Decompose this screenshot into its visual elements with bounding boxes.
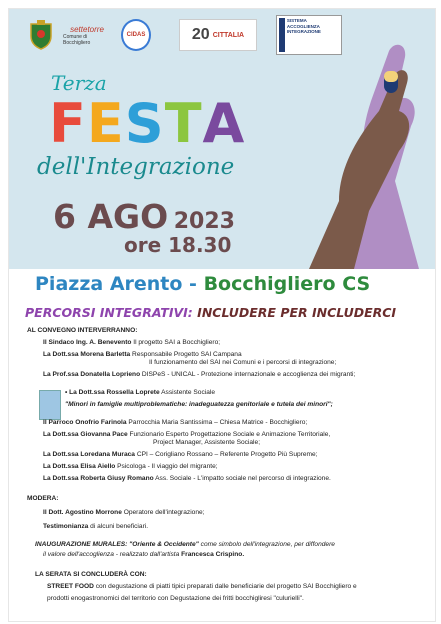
festa-letter: F: [49, 92, 87, 155]
speaker-role: Il funzionamento del SAI nei Comuni e i percorsi di integrazione;: [149, 359, 337, 366]
speaker-name: La Prof.ssa Donatella Loprieno: [43, 371, 141, 378]
sai-text: SISTEMA ACCOGLIENZA INTEGRAZIONE: [286, 18, 321, 34]
convegno-label: AL CONVEGNO INTERVERRANNO:: [27, 327, 138, 334]
section-header: [25, 305, 396, 320]
crest-icon: [28, 20, 54, 50]
event-day: 6 AGO: [53, 197, 169, 236]
mural-label: INAUGURAZIONE MURALES:: [35, 541, 130, 548]
speaker-role: Il progetto SAI a Bocchigliero;: [131, 339, 221, 346]
cittalia-text: CITTALIA: [212, 31, 245, 39]
moderator-name: Il Dott. Agostino Morrone: [43, 509, 122, 516]
mural-artist: Francesca Crispino.: [181, 551, 245, 558]
testimony-row: [43, 523, 148, 531]
closing-text: con degustazione di piatti tipici preparati dalle beneficiarie del progetto SAI Bocchigliero e: [93, 583, 357, 590]
speaker-role: Responsabile Progetto SAI Campana: [130, 351, 242, 358]
poster: [8, 8, 436, 622]
closing-row: [47, 583, 357, 591]
cittalia-20: 20: [191, 26, 210, 43]
speaker-role: CPI – Corigliano Rossano – Referente Progetto Più Supreme;: [134, 451, 318, 458]
speaker-row: [43, 431, 330, 439]
mural-text-2: il valore dell'accoglienza - realizzato dall'artista: [43, 551, 182, 558]
speaker-row: [149, 359, 336, 367]
speaker-row: [65, 389, 215, 397]
speaker-row: [153, 439, 260, 447]
location-place: Piazza Arento: [35, 273, 183, 295]
closing-text-2: prodotti enogastronomici del territorio con Degustazione dei fritti bocchigliresi "culurielli".: [47, 595, 304, 602]
event-year: 2023: [173, 209, 235, 234]
speaker-row: [43, 339, 220, 347]
speaker-role: DISPeS - UNICAL - Protezione internazionale e accoglienza dei migranti;: [140, 371, 356, 378]
comune-crest-logo: [21, 13, 61, 57]
speaker-name: La Dott.ssa Loredana Muraca: [43, 451, 135, 458]
location-town: Bocchigliero CS: [203, 273, 371, 295]
comune-label: Comune di Bocchigliero: [63, 33, 91, 46]
cittalia-logo: [179, 13, 257, 57]
event-location: [35, 273, 370, 295]
speaker-name: • La Dott.ssa Rossella Loprete: [65, 389, 160, 396]
clasped-hands-illustration: [299, 31, 431, 269]
speaker-role: "Minori in famiglie multiproblematiche: inadeguatezza genitoriale e tutela dei minori";: [65, 401, 333, 408]
title-line3: dell'Integrazione: [37, 154, 235, 180]
location-sep: -: [182, 273, 204, 295]
speaker-row: [43, 463, 218, 471]
speaker-role: Psicologa - Il viaggio del migrante;: [115, 463, 218, 470]
moderator-role: Operatore dell'integrazione;: [121, 509, 205, 516]
header-part1: PERCORSI INTEGRATIVI:: [25, 305, 193, 320]
street-food-label: STREET FOOD: [47, 583, 94, 590]
speaker-row: [43, 475, 331, 483]
speaker-name: La Dott.ssa Giovanna Pace: [43, 431, 128, 438]
settetorre-text: settetorre: [70, 24, 104, 34]
speaker-name: La Dott.ssa Elisa Aiello: [43, 463, 116, 470]
cidas-logo: [121, 13, 151, 57]
moderator-row: [43, 509, 205, 517]
closing-label: LA SERATA SI CONCLUDERÀ CON:: [35, 571, 147, 578]
mural-title: "Oriente & Occidente": [129, 541, 199, 548]
speaker-name: Il Parroco Onofrio Farinola: [43, 419, 127, 426]
moderator-label: MODERA:: [27, 495, 59, 502]
speaker-role: Parrocchia Maria Santissima – Chiesa Matrice - Bocchigliero;: [126, 419, 308, 426]
speaker-row: [43, 419, 307, 427]
speaker-row: [43, 451, 318, 459]
title-line1: Terza: [51, 71, 107, 95]
speaker-name: La Dott.ssa Morena Barletta: [43, 351, 131, 358]
event-date: [53, 197, 235, 236]
mural-row: [35, 541, 335, 549]
festa-letter: E: [86, 92, 125, 155]
book-cover-thumbnail: [39, 390, 61, 420]
speaker-role: Funzionario Esperto Progettazione Sociale e Animazione Territoriale,: [127, 431, 331, 438]
event-time: ore 18.30: [124, 233, 232, 257]
header-part2: INCLUDERE PER INCLUDERCI: [197, 305, 397, 320]
festa-letter: S: [124, 92, 165, 155]
speaker-row: [43, 371, 355, 379]
speaker-role: Ass. Sociale - L'impatto sociale nel percorso di integrazione.: [153, 475, 331, 482]
speaker-name: Il Sindaco Ing. A. Benevento: [43, 339, 132, 346]
speaker-row: [65, 401, 333, 409]
testimony-text: di alcuni beneficiari.: [88, 523, 149, 530]
closing-row-2: [47, 595, 304, 603]
speaker-role: Project Manager, Assistente Sociale;: [153, 439, 261, 446]
mural-row-2: [43, 551, 244, 559]
testimony-label: Testimonianza: [43, 523, 89, 530]
cidas-text: CIDAS: [126, 32, 146, 38]
speaker-row: [43, 351, 242, 359]
speaker-role: Assistente Sociale: [159, 389, 216, 396]
settetorre-logo: [63, 13, 111, 57]
speaker-name: La Dott.ssa Roberta Giusy Romano: [43, 475, 154, 482]
festa-letter: A: [202, 92, 246, 155]
mural-text: come simbolo dell'integrazione, per diffondere: [198, 541, 335, 548]
festa-letter: T: [164, 92, 203, 155]
festa-title: [49, 92, 245, 155]
